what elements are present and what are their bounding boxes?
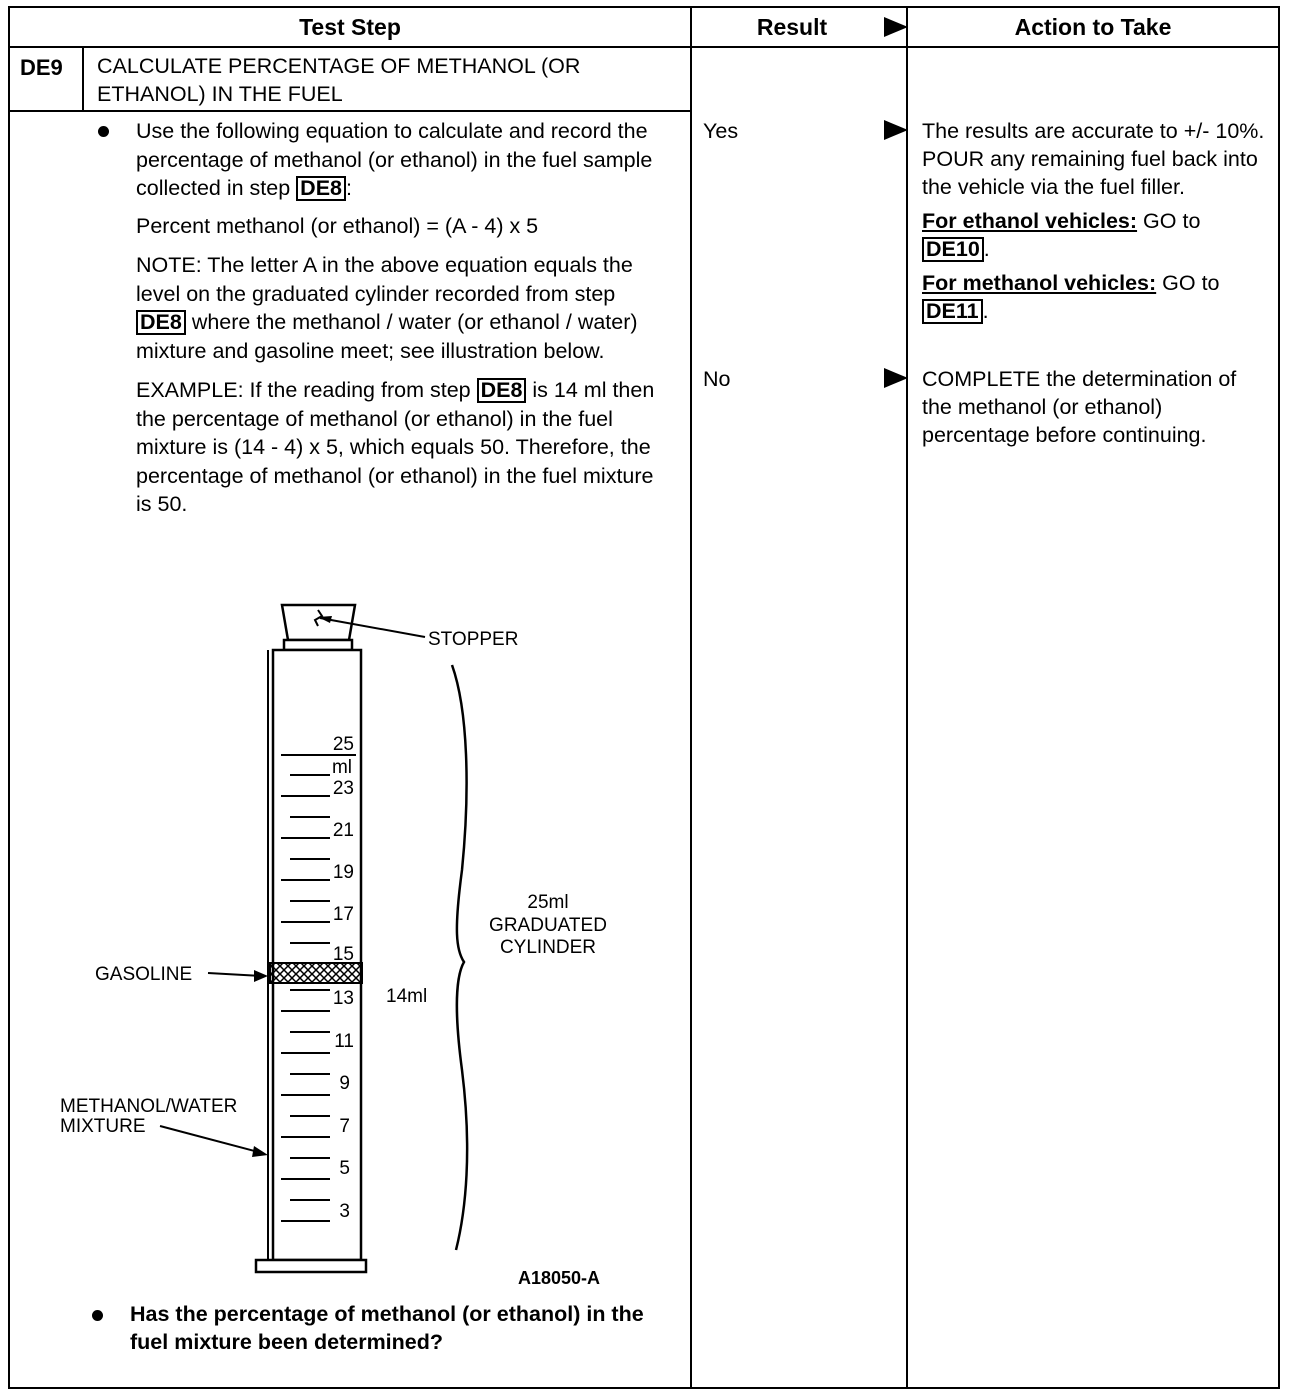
tick-label: 9: [339, 1073, 350, 1094]
header-action: Action to Take: [1014, 14, 1172, 40]
question-text: Has the percentage of methanol (or ethanol) in the fuel mixture been determined?: [130, 1302, 644, 1354]
action-ethanol: For ethanol vehicles: GO to DE10 .: [922, 209, 1201, 261]
header-result: Result: [756, 14, 828, 40]
arrow-icon: [884, 120, 908, 140]
graduated-cylinder-illustration: [0, 590, 690, 1300]
step-ref-de10[interactable]: DE10: [922, 237, 984, 262]
tick-label: 13: [332, 988, 354, 1009]
unit-label: ml: [331, 757, 352, 778]
arrow-icon: [884, 17, 908, 37]
brace-icon: [452, 665, 467, 1250]
cylinder-label-line2: GRADUATED: [489, 915, 607, 936]
action-yes-text: The results are accurate to +/- 10%. POUR any remaining fuel back into the vehicle via the fuel filler.: [922, 119, 1265, 199]
figure-id: A18050-A: [518, 1268, 601, 1288]
tick-label: 11: [334, 1031, 354, 1052]
action-methanol: For methanol vehicles: GO to DE11 .: [922, 271, 1220, 323]
action-yes-block: [922, 117, 1267, 325]
action-no-text: COMPLETE the determination of the methanol (or ethanol) percentage before continuing.: [922, 367, 1237, 447]
tick-label: 25: [332, 734, 354, 755]
step-title: CALCULATE PERCENTAGE OF METHANOL (OR ETHANOL) IN THE FUEL: [97, 54, 581, 106]
arrow-icon: [884, 368, 908, 388]
tick-label: 23: [332, 778, 354, 799]
equation: Percent methanol (or ethanol) = (A - 4) x 5: [136, 213, 539, 238]
tick-label: 19: [332, 862, 354, 883]
mixture-label-line2: MIXTURE: [60, 1116, 146, 1137]
instruction-text: Use the following equation to calculate and record the percentage of methanol (or ethanol) in the fuel sample collected in step DE8 :: [136, 119, 653, 200]
step-ref-de11[interactable]: DE11: [922, 299, 983, 324]
stopper-label: STOPPER: [428, 629, 519, 650]
step-ref-de8[interactable]: DE8: [477, 378, 527, 403]
gasoline-label: GASOLINE: [95, 964, 193, 985]
tick-label: 7: [339, 1116, 350, 1137]
step-id: DE9: [20, 55, 63, 80]
step-ref-de8[interactable]: DE8: [296, 176, 346, 201]
tick-label: 15: [332, 944, 354, 965]
tick-label: 5: [339, 1158, 350, 1179]
note-text: NOTE: The letter A in the above equation equals the level on the graduated cylinder recorded from step DE8 where the methanol / water (or ethanol / water) mixture and gasoline meet; see illustration below.: [136, 253, 638, 363]
tick-label: 3: [339, 1201, 350, 1222]
step-ref-de8[interactable]: DE8: [136, 310, 186, 335]
bullet-icon: [98, 126, 109, 137]
result-yes: Yes: [703, 119, 739, 143]
mixture-label-line1: METHANOL/WATER: [60, 1096, 238, 1117]
bullet-icon: [92, 1310, 103, 1321]
level-label: 14ml: [386, 986, 428, 1007]
tick-label: 21: [332, 820, 354, 841]
cylinder-label-line1: 25ml: [527, 892, 569, 913]
header-test-step: Test Step: [299, 14, 401, 40]
result-no: No: [703, 367, 731, 391]
gasoline-layer: [270, 963, 362, 983]
cylinder-label-line3: CYLINDER: [499, 937, 597, 958]
instruction-block: [136, 117, 671, 519]
example-text: EXAMPLE: If the reading from step DE8 is 14 ml then the percentage of methanol (or ethanol) in the fuel mixture is (14 - 4) x 5, which equals 50. Therefore, the percentage of methanol (or ethanol) in the fuel mixture is 50.: [136, 378, 655, 516]
tick-label: 17: [332, 904, 354, 925]
